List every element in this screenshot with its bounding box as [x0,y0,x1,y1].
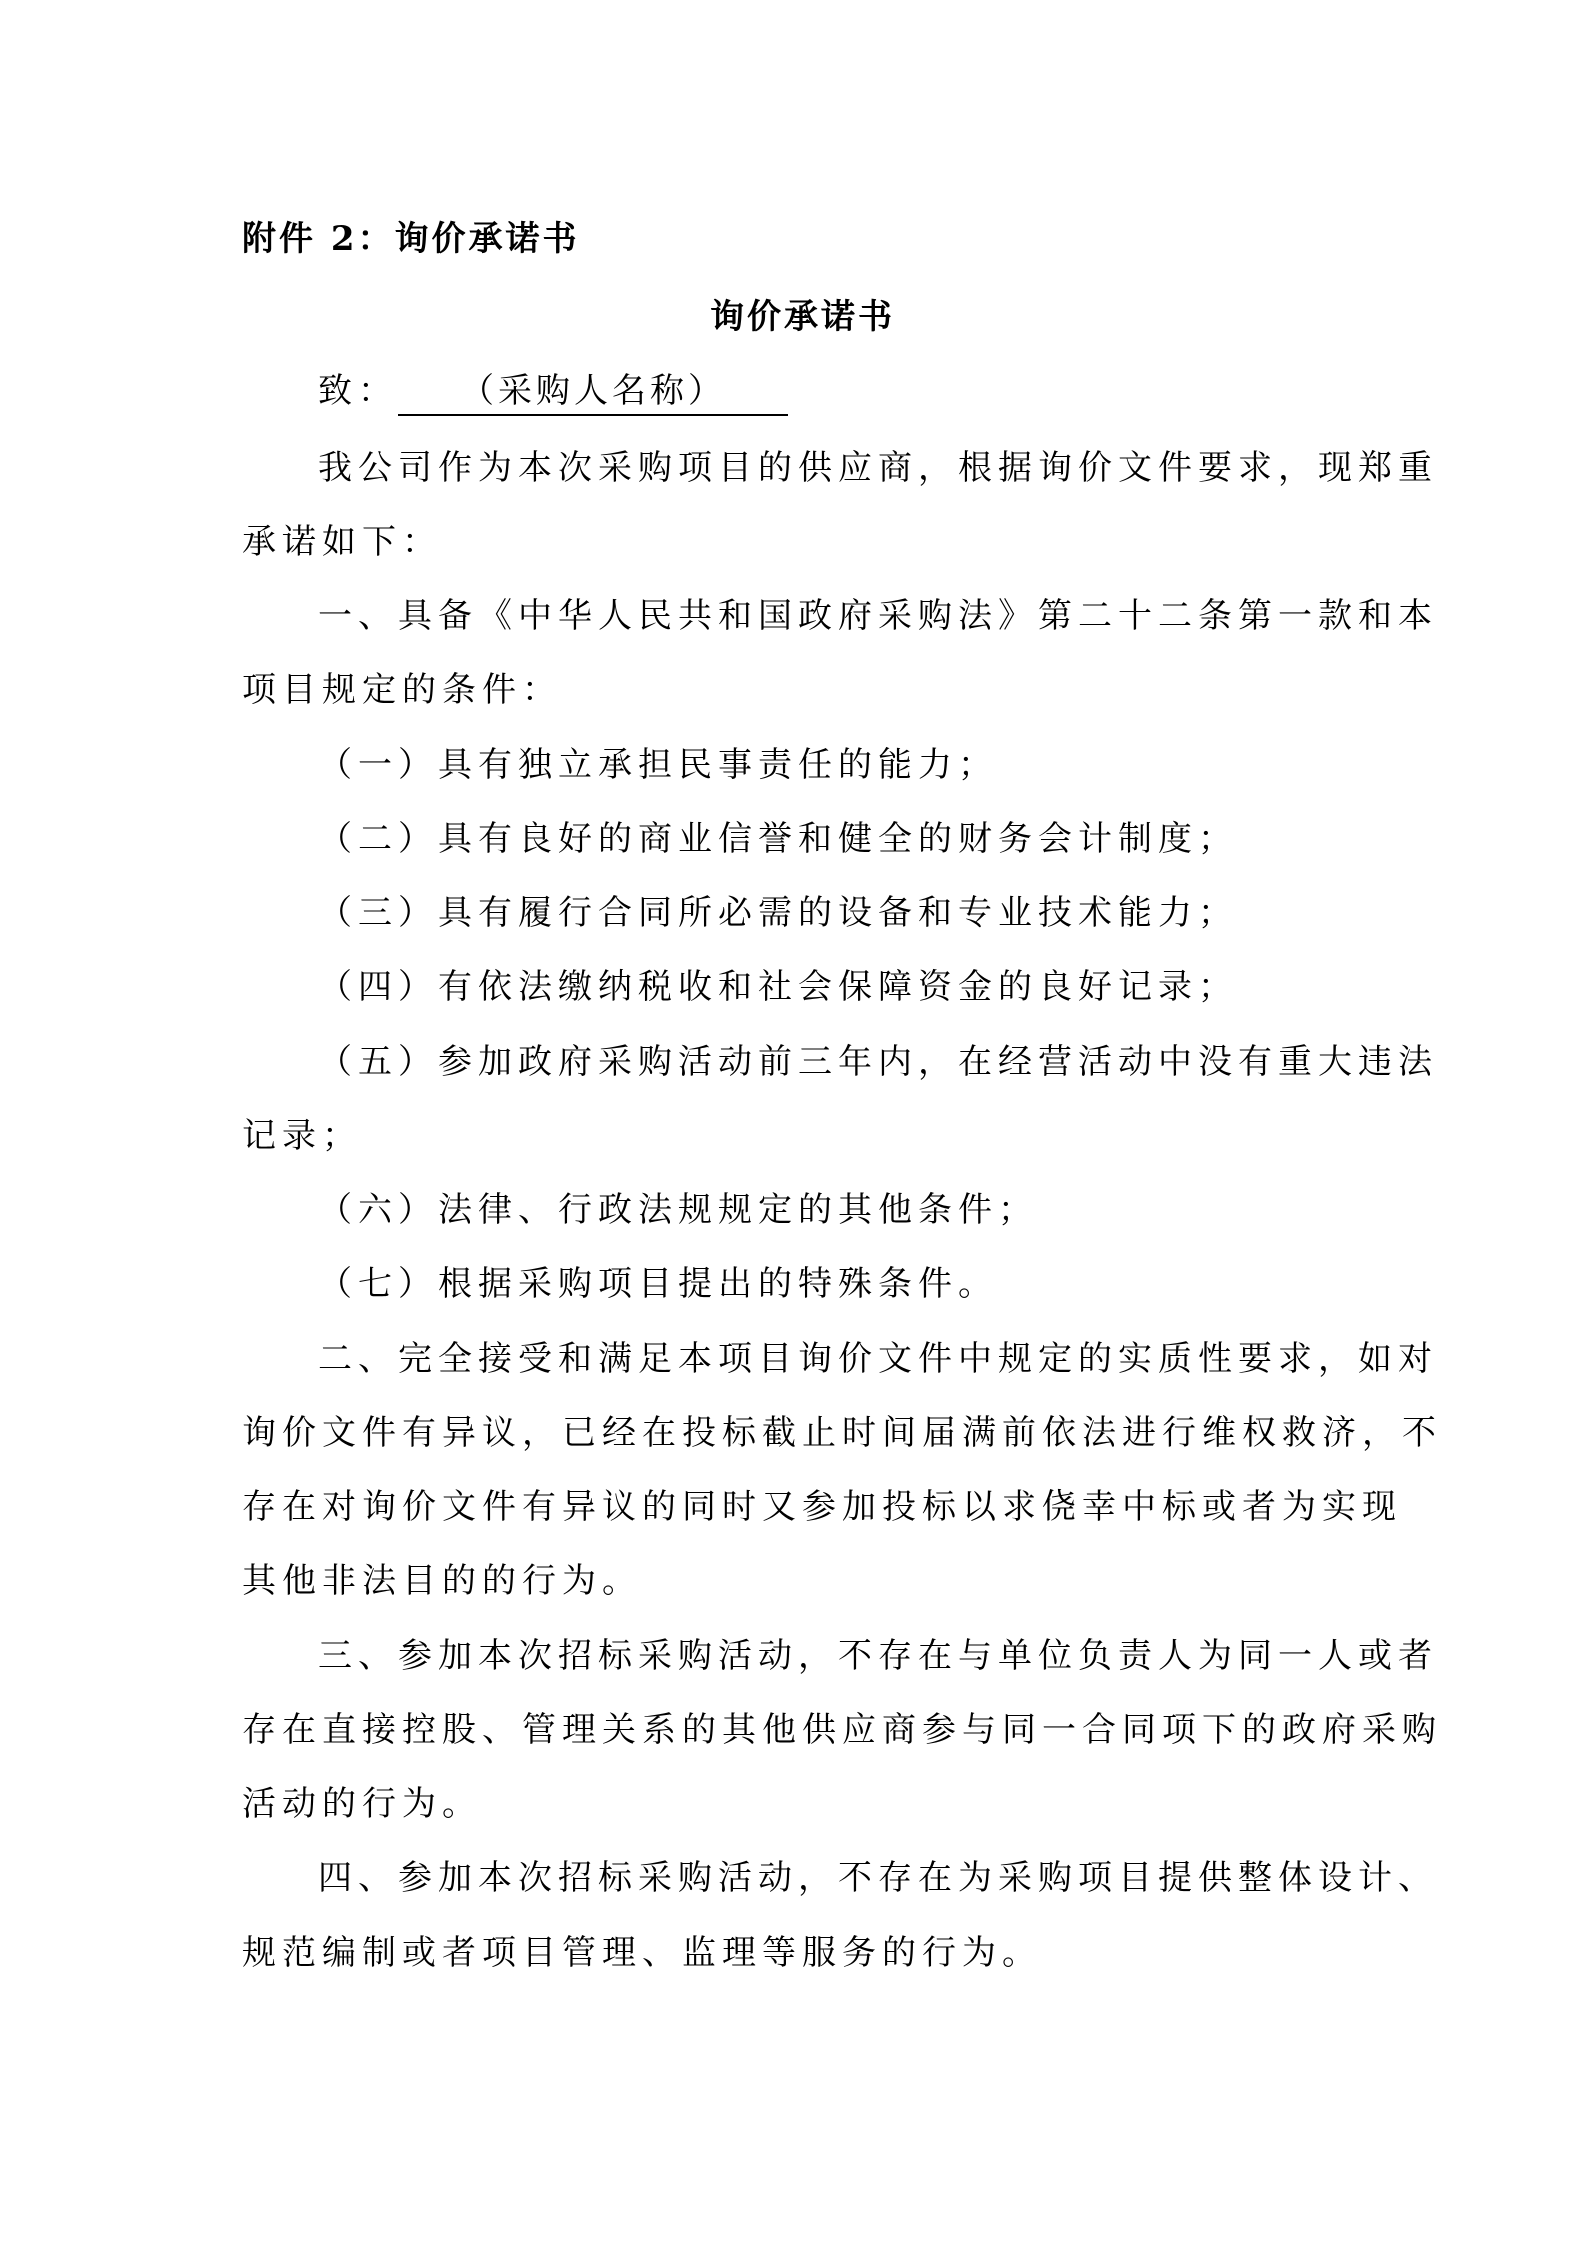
condition-6: （六）法律、行政法规规定的其他条件； [318,1190,1038,1230]
condition-1: （一）具有独立承担民事责任的能力； [318,745,998,785]
condition-3: （三）具有履行合同所必需的设备和专业技术能力； [318,893,1238,933]
condition-5-line-2: 记录； [242,1116,362,1156]
section1-line-2: 项目规定的条件： [242,670,562,710]
condition-7: （七）根据采购项目提出的特殊条件。 [318,1264,998,1304]
condition-2: （二）具有良好的商业信誉和健全的财务会计制度； [318,819,1238,859]
document-title: 询价承诺书 [710,297,895,337]
section4-line-1: 四、参加本次招标采购活动，不存在为采购项目提供整体设计、 [318,1858,1438,1898]
addressee-line [318,371,788,416]
condition-5-line-1: （五）参加政府采购活动前三年内，在经营活动中没有重大违法 [318,1042,1438,1082]
section1-line-1: 一、具备《中华人民共和国政府采购法》第二十二条第一款和本 [318,596,1438,636]
section2-line-4: 其他非法目的的行为。 [242,1561,642,1601]
section3-line-1: 三、参加本次招标采购活动，不存在与单位负责人为同一人或者 [318,1636,1438,1676]
section2-line-2: 询价文件有异议，已经在投标截止时间届满前依法进行维权救济，不 [242,1413,1442,1453]
section3-line-2: 存在直接控股、管理关系的其他供应商参与同一合同项下的政府采购 [242,1710,1442,1750]
section4-line-2: 规范编制或者项目管理、监理等服务的行为。 [242,1933,1042,1973]
section3-line-3: 活动的行为。 [242,1784,482,1824]
intro-line-2: 承诺如下： [242,522,442,562]
condition-4: （四）有依法缴纳税收和社会保障资金的良好记录； [318,967,1238,1007]
intro-line-1: 我公司作为本次采购项目的供应商，根据询价文件要求，现郑重 [318,448,1438,488]
addressee-prefix: 致： [318,371,398,411]
attachment-label: 附件 2：询价承诺书 [242,219,580,259]
addressee-placeholder: （采购人名称） [398,374,788,416]
section2-line-3: 存在对询价文件有异议的同时又参加投标以求侥幸中标或者为实现 [242,1487,1402,1527]
section2-line-1: 二、完全接受和满足本项目询价文件中规定的实质性要求，如对 [318,1339,1438,1379]
